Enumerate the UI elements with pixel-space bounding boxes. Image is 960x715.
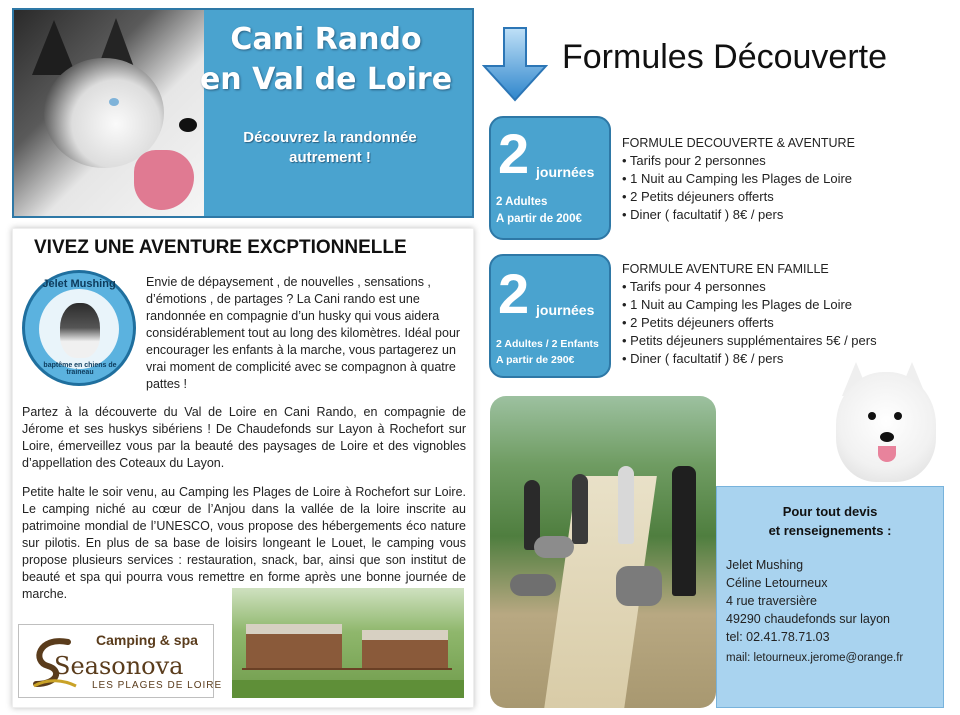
formule-1-item: • Tarifs pour 2 personnes (622, 153, 766, 168)
formule-1-item: • 2 Petits déjeuners offerts (622, 189, 774, 204)
camping-spa-label: Camping & spa (96, 632, 198, 648)
logo-ring-text: baptême en chiens de traineau (43, 362, 117, 376)
hero-subtitle-line1: Découvrez la randonnée (243, 129, 417, 146)
formule-2-item: • Petits déjeuners supplémentaires 5€ / pers (622, 333, 877, 348)
formule-2-who: 2 Adultes / 2 Enfants (496, 338, 599, 350)
formule-1-unit: journées (536, 164, 595, 180)
contact-name: Jelet Mushing (726, 558, 804, 572)
formule-2-item: • Tarifs pour 4 personnes (622, 279, 766, 294)
hero-title (195, 20, 457, 100)
contact-person: Céline Letourneux (726, 576, 828, 590)
contact-email: mail: letourneux.jerome@orange.fr (726, 652, 904, 664)
contact-city: 49290 chaudefonds sur layon (726, 612, 891, 626)
logo-title: Jelet Mushing (42, 278, 116, 290)
hiking-photo (490, 396, 716, 708)
formule-2-item: • 1 Nuit au Camping les Plages de Loire (622, 297, 853, 312)
husky-logo-icon (60, 303, 100, 358)
hero-subtitle (205, 128, 455, 168)
formule-1-title: FORMULE DECOUVERTE & AVENTURE (622, 136, 855, 150)
formule-1-price: A partir de 200€ (496, 213, 582, 225)
paragraph-discovery: Partez à la découverte du Val de Loire en Cani Rando, en compagnie de Jérome et ses huskys sibériens ! De Chaudefonds sur Layon à Rochefort sur Loire, émerveillez vous par la beauté des paysages de Loire et des vignobles d’appellation des Coteaux du Layon. (22, 405, 466, 470)
formule-1-number: 2 (498, 122, 530, 185)
camping-subtitle: LES PLAGES DE LOIRE (92, 680, 223, 691)
formules-title: Formules Découverte (562, 38, 888, 76)
camping-brand: Seasonova (54, 652, 184, 680)
contact-street: 4 rue traversière (726, 594, 818, 608)
contact-details (726, 556, 940, 646)
paragraph-camping: Petite halte le soir venu, au Camping les Plages de Loire à Rochefort sur Loire. Le camping niché au cœur de l’Anjou dans la vallée de la loire inscrite au patrimoine mondial de l’UNESCO, vous propose des hébergements éco nature sur pilotis. En plus de sa base de loisirs longeant le Louet, le camping vous propose plusieurs services : restauration, snack, bar, ainsi que son institut de beauté et spa qui pourra vous remettre en forme après une bonne journée de marche. (22, 485, 466, 601)
hero-title-line2: en Val de Loire (199, 62, 453, 97)
contact-heading-line2: et renseignements : (768, 523, 892, 538)
chalets-photo (232, 588, 464, 698)
formule-1-who: 2 Adultes (496, 196, 548, 208)
formule-2-unit: journées (536, 302, 595, 318)
formule-2-item: • Diner ( facultatif ) 8€ / pers (622, 351, 784, 366)
arrow-down-icon (482, 26, 548, 102)
formule-2-number: 2 (498, 262, 530, 325)
formule-2-price: A partir de 290€ (496, 354, 575, 366)
formule-2-details (622, 260, 942, 368)
contact-phone: tel: 02.41.78.71.03 (726, 630, 830, 644)
formule-2-title: FORMULE AVENTURE EN FAMILLE (622, 262, 829, 276)
card-heading: VIVEZ UNE AVENTURE EXCPTIONNELLE (34, 237, 407, 258)
formule-2-item: • 2 Petits déjeuners offerts (622, 315, 774, 330)
formule-1-item: • 1 Nuit au Camping les Plages de Loire (622, 171, 853, 186)
hero-title-line1: Cani Rando (230, 22, 422, 57)
formule-1-details (622, 134, 942, 224)
contact-heading-line1: Pour tout devis (782, 504, 878, 519)
samoyed-photo (828, 362, 942, 484)
formule-1-item: • Diner ( facultatif ) 8€ / pers (622, 207, 784, 222)
intro-text: Envie de dépaysement , de nouvelles , sensations , d’émotions , de partages ? La Cani rando est une randonnée en compagnie d’un husky qui vous aidera considérablement tout au long des kilomètres. Idéal pour encourager les enfants à la marche, vous partagerez un vrai moment de complicité avec se compagnon à quatre pattes ! (146, 275, 461, 391)
hero-subtitle-line2: autrement ! (289, 149, 371, 166)
husky-photo (14, 10, 204, 216)
contact-heading (716, 502, 944, 540)
